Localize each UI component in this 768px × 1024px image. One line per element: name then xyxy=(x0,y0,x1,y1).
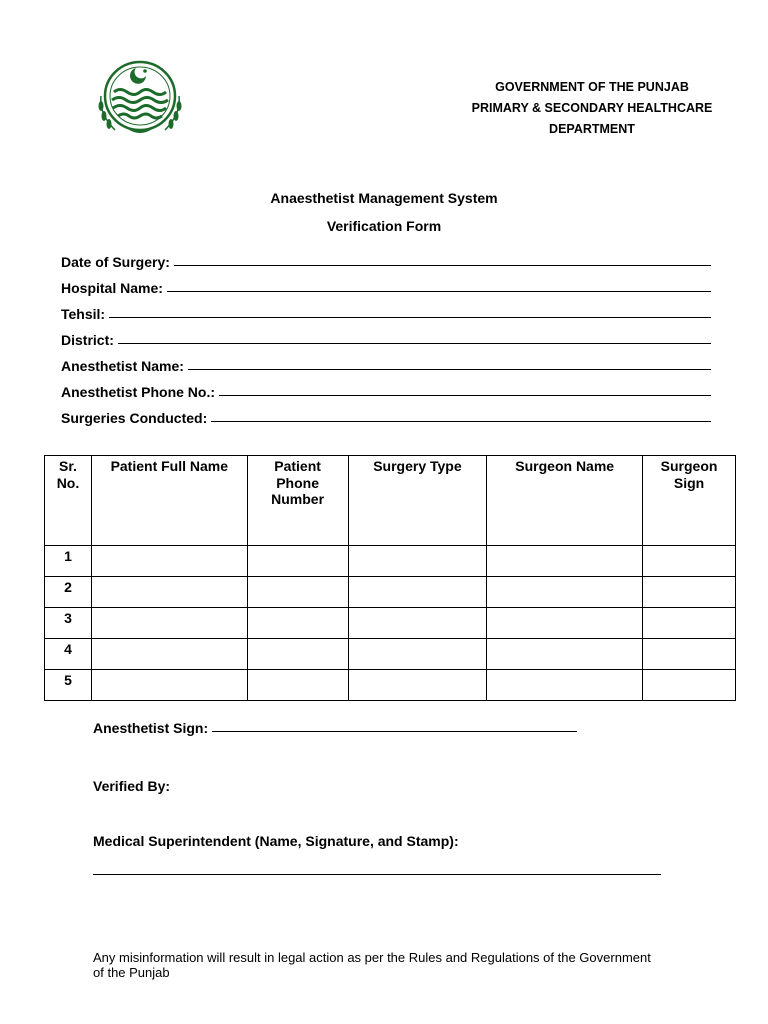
header-surgery-type xyxy=(348,456,487,546)
sr-no-cell: 5 xyxy=(45,670,92,701)
header-line: No. xyxy=(56,474,80,491)
field-label: Surgeries Conducted: xyxy=(61,410,208,426)
legal-note: Any misinformation will result in legal action as per the Rules and Regulations of the Government of the Punjab xyxy=(93,950,651,980)
sr-no-cell: 4 xyxy=(45,639,92,670)
field-anesthetist-name[interactable] xyxy=(61,348,711,374)
table-row xyxy=(45,546,736,577)
patient-name-cell[interactable] xyxy=(91,577,247,608)
field-line[interactable] xyxy=(109,316,711,318)
field-hospital-name[interactable] xyxy=(61,270,711,296)
system-title: Anaesthetist Management System xyxy=(270,190,498,206)
surgery-table xyxy=(44,455,736,701)
field-line[interactable] xyxy=(211,420,711,422)
sr-no-cell: 2 xyxy=(45,577,92,608)
patient-name-cell[interactable] xyxy=(91,546,247,577)
patient-phone-cell[interactable] xyxy=(247,639,348,670)
surgeon-sign-cell[interactable] xyxy=(643,670,736,701)
header-patient-phone-number xyxy=(247,456,348,546)
field-label: Anesthetist Name: xyxy=(61,358,184,374)
star-icon xyxy=(143,69,147,73)
field-label: Date of Surgery: xyxy=(61,254,170,270)
header-patient-full-name xyxy=(91,456,247,546)
emblem-outer-ring xyxy=(105,62,175,130)
field-line[interactable] xyxy=(188,368,711,370)
form-fields xyxy=(61,244,711,426)
patient-name-cell[interactable] xyxy=(91,608,247,639)
verified-by-label: Verified By: xyxy=(93,778,171,794)
department-line: PRIMARY & SECONDARY HEALTHCARE xyxy=(471,101,713,115)
medical-superintendent-line[interactable] xyxy=(93,874,661,875)
surgeon-sign-cell[interactable] xyxy=(643,546,736,577)
field-line[interactable] xyxy=(118,342,711,344)
header-surgeon-sign xyxy=(643,456,736,546)
medical-superintendent-label: Medical Superintendent (Name, Signature, and Stamp): xyxy=(93,833,459,849)
field-tehsil[interactable] xyxy=(61,296,711,322)
surgeon-name-cell[interactable] xyxy=(487,639,643,670)
form-titles xyxy=(0,188,768,244)
punjab-emblem-logo xyxy=(92,56,188,140)
header-line: Surgeon Name xyxy=(515,458,615,474)
surgeon-sign-cell[interactable] xyxy=(643,577,736,608)
table-header-row xyxy=(45,456,736,546)
surgery-type-cell[interactable] xyxy=(348,546,487,577)
sr-no-cell: 3 xyxy=(45,608,92,639)
surgery-type-cell[interactable] xyxy=(348,670,487,701)
surgeon-sign-cell[interactable] xyxy=(643,608,736,639)
header-line: Patient xyxy=(274,458,321,474)
surgeon-name-cell[interactable] xyxy=(487,577,643,608)
field-line[interactable] xyxy=(219,394,711,396)
header-line: Sign xyxy=(673,474,705,491)
field-label: Anesthetist Phone No.: xyxy=(61,384,216,400)
header-line: Patient Full Name xyxy=(110,458,229,474)
field-line[interactable] xyxy=(174,264,711,266)
surgeon-name-cell[interactable] xyxy=(487,546,643,577)
surgery-type-cell[interactable] xyxy=(348,577,487,608)
field-anesthetist-phone[interactable] xyxy=(61,374,711,400)
header-line: Number xyxy=(271,491,325,507)
form-title: Verification Form xyxy=(326,218,442,234)
surgeon-name-cell[interactable] xyxy=(487,608,643,639)
department-header xyxy=(456,77,728,140)
surgeon-sign-cell[interactable] xyxy=(643,639,736,670)
field-label: District: xyxy=(61,332,114,348)
patient-name-cell[interactable] xyxy=(91,639,247,670)
anesthetist-sign-field[interactable] xyxy=(93,720,577,736)
table-row xyxy=(45,670,736,701)
field-date-of-surgery[interactable] xyxy=(61,244,711,270)
table-row xyxy=(45,577,736,608)
field-label: Hospital Name: xyxy=(61,280,163,296)
anesthetist-sign-label: Anesthetist Sign: xyxy=(93,720,209,736)
header-sr-no xyxy=(45,456,92,546)
patient-phone-cell[interactable] xyxy=(247,546,348,577)
patient-phone-cell[interactable] xyxy=(247,670,348,701)
header-line: Sr. xyxy=(59,458,77,474)
patient-name-cell[interactable] xyxy=(91,670,247,701)
department-line: GOVERNMENT OF THE PUNJAB xyxy=(495,80,689,94)
department-line: DEPARTMENT xyxy=(549,122,635,136)
surgery-type-cell[interactable] xyxy=(348,608,487,639)
field-label: Tehsil: xyxy=(61,306,106,322)
sr-no-cell: 1 xyxy=(45,546,92,577)
header-line: Surgery Type xyxy=(373,458,462,474)
field-line[interactable] xyxy=(167,290,711,292)
table-row xyxy=(45,608,736,639)
table-row xyxy=(45,639,736,670)
surgery-type-cell[interactable] xyxy=(348,639,487,670)
anesthetist-sign-line[interactable] xyxy=(212,731,577,732)
field-district[interactable] xyxy=(61,322,711,348)
patient-phone-cell[interactable] xyxy=(247,577,348,608)
field-surgeries-conducted[interactable] xyxy=(61,400,711,426)
header-line: Phone xyxy=(276,474,319,491)
patient-phone-cell[interactable] xyxy=(247,608,348,639)
header-line: Surgeon xyxy=(660,458,718,474)
surgeon-name-cell[interactable] xyxy=(487,670,643,701)
header-surgeon-name xyxy=(487,456,643,546)
